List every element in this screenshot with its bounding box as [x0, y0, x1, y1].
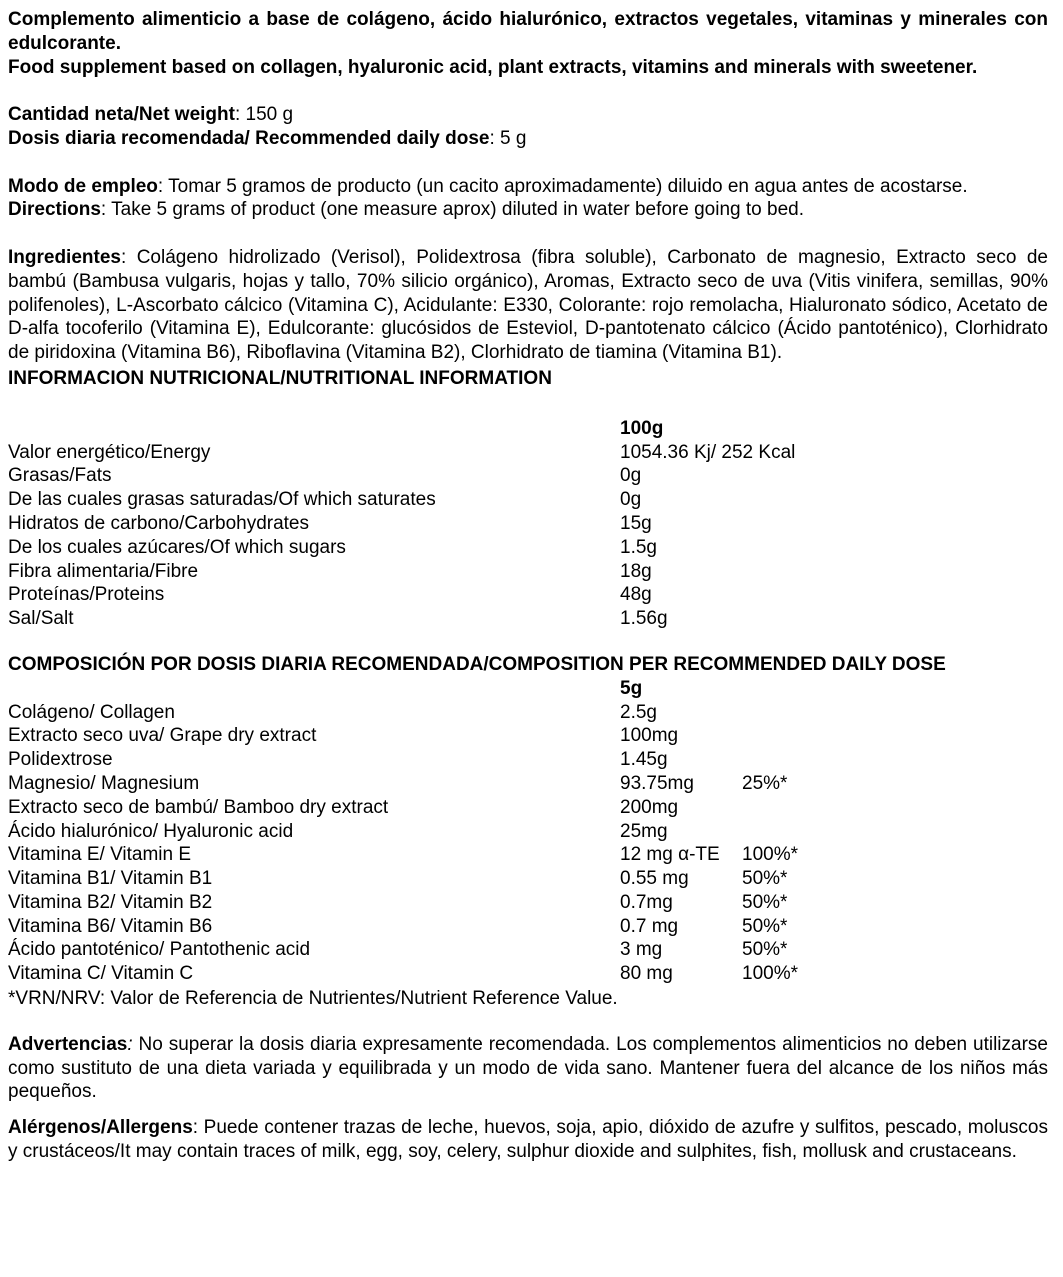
net-weight-value: : 150 g [234, 104, 294, 126]
nutrition-row-label: Sal/Salt [8, 608, 74, 630]
ingredients-text: : Colágeno hidrolizado (Verisol), Polidextrosa (fibra soluble), Carbonato de magnesio, Extracto seco de bambú (Bambusa vulgaris, hojas y tallo, 70% silicio orgánico), Aromas, Extracto seco de uva (Vitis vinifera, semillas, 90% polifenoles), L-Ascorbato cálcico (Vitamina C), Acidulante: E330, Colorante: rojo remolacha, Hialuronato sódico, Acetato de D-alfa tocoferilo (Vitamina E), Edulcorante: glucósidos de Esteviol, D-pantotenato cálcico (Ácido pantoténico), Clorhidrato de piridoxina (Vitamina B6), Riboflavina (Vitamina B2), Clorhidrato de tiamina (Vitamina B1). [8, 246, 1048, 364]
nutrition-row-label: Fibra alimentaria/Fibre [8, 560, 199, 582]
composition-row-nrv-percent: 50%* [742, 891, 788, 913]
composition-row-value: 80 mg [620, 963, 673, 985]
composition-row-value: 200mg [620, 796, 679, 818]
ingredients-label: Ingredientes [8, 246, 121, 268]
nutrition-row [8, 488, 1048, 512]
nrv-footnote: *VRN/NRV: Valor de Referencia de Nutrientes/Nutrient Reference Value. [8, 988, 618, 1010]
composition-row-label: Magnesio/ Magnesium [8, 772, 200, 794]
intro-english: Food supplement based on collagen, hyaluronic acid, plant extracts, vitamins and minerals with sweetener. [8, 56, 978, 78]
composition-row-nrv-percent: 25%* [742, 772, 788, 794]
allergens-paragraph [8, 1116, 1048, 1164]
composition-title: COMPOSICIÓN POR DOSIS DIARIA RECOMENDADA/COMPOSITION PER RECOMMENDED DAILY DOSE [8, 653, 946, 675]
nutrition-column-header: 100g [620, 417, 664, 439]
warnings-text: No superar la dosis diaria expresamente recomendada. Los complementos alimenticios no deben utilizarse como sustituto de una dieta variada y equilibrada y un modo de vida sano. Mantener fuera del alcance de los niños más pequeños. [8, 1033, 1048, 1103]
composition-row-value: 100mg [620, 725, 679, 747]
intro-spanish: Complemento alimenticio a base de colágeno, ácido hialurónico, extractos vegetales, vitaminas y minerales con edulcorante. [8, 9, 1048, 54]
nutrition-row [8, 583, 1048, 607]
composition-row-value: 25mg [620, 820, 668, 842]
usage-paragraph [8, 175, 1048, 199]
daily-dose-line [8, 127, 1048, 151]
composition-header-row [8, 677, 1048, 701]
nutrition-row [8, 607, 1048, 631]
nutrition-header-row [8, 417, 1048, 441]
usage-text: : Tomar 5 gramos de producto (un cacito aproximadamente) diluido en agua antes de acostarse. [157, 175, 968, 197]
usage-label: Modo de empleo [8, 175, 158, 197]
nutrition-row [8, 560, 1048, 584]
composition-row-nrv-percent: 100%* [742, 844, 798, 866]
nutrition-row-value: 15g [620, 512, 652, 534]
nutrition-row-label: Proteínas/Proteins [8, 584, 165, 606]
composition-row-value: 2.5g [620, 701, 657, 723]
composition-row [8, 843, 1048, 867]
composition-row-value: 0.7 mg [620, 915, 679, 937]
daily-dose-value: : 5 g [489, 127, 527, 149]
composition-row-label: Vitamina B6/ Vitamin B6 [8, 915, 213, 937]
nutrition-row-value: 0g [620, 489, 642, 511]
composition-row [8, 867, 1048, 891]
composition-row-nrv-percent: 50%* [742, 868, 788, 890]
composition-row-label: Vitamina C/ Vitamin C [8, 963, 194, 985]
nutrition-row-label: Hidratos de carbono/Carbohydrates [8, 512, 310, 534]
composition-row-label: Ácido hialurónico/ Hyaluronic acid [8, 820, 294, 842]
warnings-paragraph [8, 1033, 1048, 1104]
nutrition-row-value: 0g [620, 465, 642, 487]
composition-row [8, 962, 1048, 986]
product-label-document [8, 8, 1048, 1164]
ingredients-paragraph [8, 246, 1048, 365]
allergens-text: : Puede contener trazas de leche, huevos, soja, apio, dióxido de azufre y sulfitos, pescado, moluscos y crustáceos/It may contain traces of milk, egg, soy, celery, sulphur dioxide and sulphites, fish, mollusk and crustaceans. [8, 1117, 1048, 1163]
daily-dose-label: Dosis diaria recomendada/ Recommended daily dose [8, 127, 490, 149]
composition-row-value: 3 mg [620, 939, 663, 961]
composition-row-label: Ácido pantoténico/ Pantothenic acid [8, 939, 311, 961]
composition-row [8, 796, 1048, 820]
composition-row-nrv-percent: 50%* [742, 939, 788, 961]
nutrition-row-label: De las cuales grasas saturadas/Of which saturates [8, 489, 436, 511]
nutrition-row-value: 18g [620, 560, 652, 582]
composition-row-value: 0.7mg [620, 891, 673, 913]
directions-text: : Take 5 grams of product (one measure aprox) diluted in water before going to bed. [100, 199, 804, 221]
nutrition-row-value: 1054.36 Kj/ 252 Kcal [620, 441, 796, 463]
composition-row [8, 915, 1048, 939]
composition-row [8, 891, 1048, 915]
composition-row-label: Polidextrose [8, 749, 113, 771]
allergens-label: Alérgenos/Allergens [8, 1117, 193, 1139]
nutrition-row [8, 464, 1048, 488]
composition-row-label: Extracto seco uva/ Grape dry extract [8, 725, 317, 747]
nutrition-row-value: 48g [620, 584, 652, 606]
warnings-label: Advertencias [8, 1033, 128, 1055]
composition-row-label: Colágeno/ Collagen [8, 701, 175, 723]
directions-paragraph [8, 198, 1048, 222]
nutrition-row [8, 536, 1048, 560]
composition-row [8, 938, 1048, 962]
composition-row [8, 772, 1048, 796]
composition-row [8, 820, 1048, 844]
warnings-colon: : [127, 1033, 133, 1055]
nutrition-title: INFORMACION NUTRICIONAL/NUTRITIONAL INFORMATION [8, 367, 552, 389]
nutrition-row-value: 1.5g [620, 536, 657, 558]
composition-row-value: 93.75mg [620, 772, 694, 794]
composition-row-nrv-percent: 50%* [742, 915, 788, 937]
composition-row-label: Vitamina E/ Vitamin E [8, 844, 192, 866]
composition-row [8, 724, 1048, 748]
composition-row [8, 701, 1048, 725]
composition-row-label: Extracto seco de bambú/ Bamboo dry extract [8, 796, 389, 818]
composition-row [8, 748, 1048, 772]
nutrition-row-value: 1.56g [620, 608, 668, 630]
nutrition-row-label: Valor energético/Energy [8, 441, 211, 463]
directions-label: Directions [8, 199, 101, 221]
nutrition-row-label: Grasas/Fats [8, 465, 112, 487]
composition-row-label: Vitamina B1/ Vitamin B1 [8, 868, 213, 890]
nutrition-row [8, 512, 1048, 536]
composition-column-header: 5g [620, 677, 643, 699]
composition-row-value: 12 mg α-TE [620, 844, 720, 866]
nutrition-row [8, 441, 1048, 465]
composition-row-value: 1.45g [620, 749, 668, 771]
net-weight-label: Cantidad neta/Net weight [8, 104, 235, 126]
composition-row-label: Vitamina B2/ Vitamin B2 [8, 891, 213, 913]
nutrition-row-label: De los cuales azúcares/Of which sugars [8, 536, 346, 558]
net-weight-line [8, 103, 1048, 127]
composition-table [8, 677, 1048, 986]
composition-row-nrv-percent: 100%* [742, 963, 798, 985]
nutrition-table [8, 417, 1048, 631]
composition-row-value: 0.55 mg [620, 868, 689, 890]
